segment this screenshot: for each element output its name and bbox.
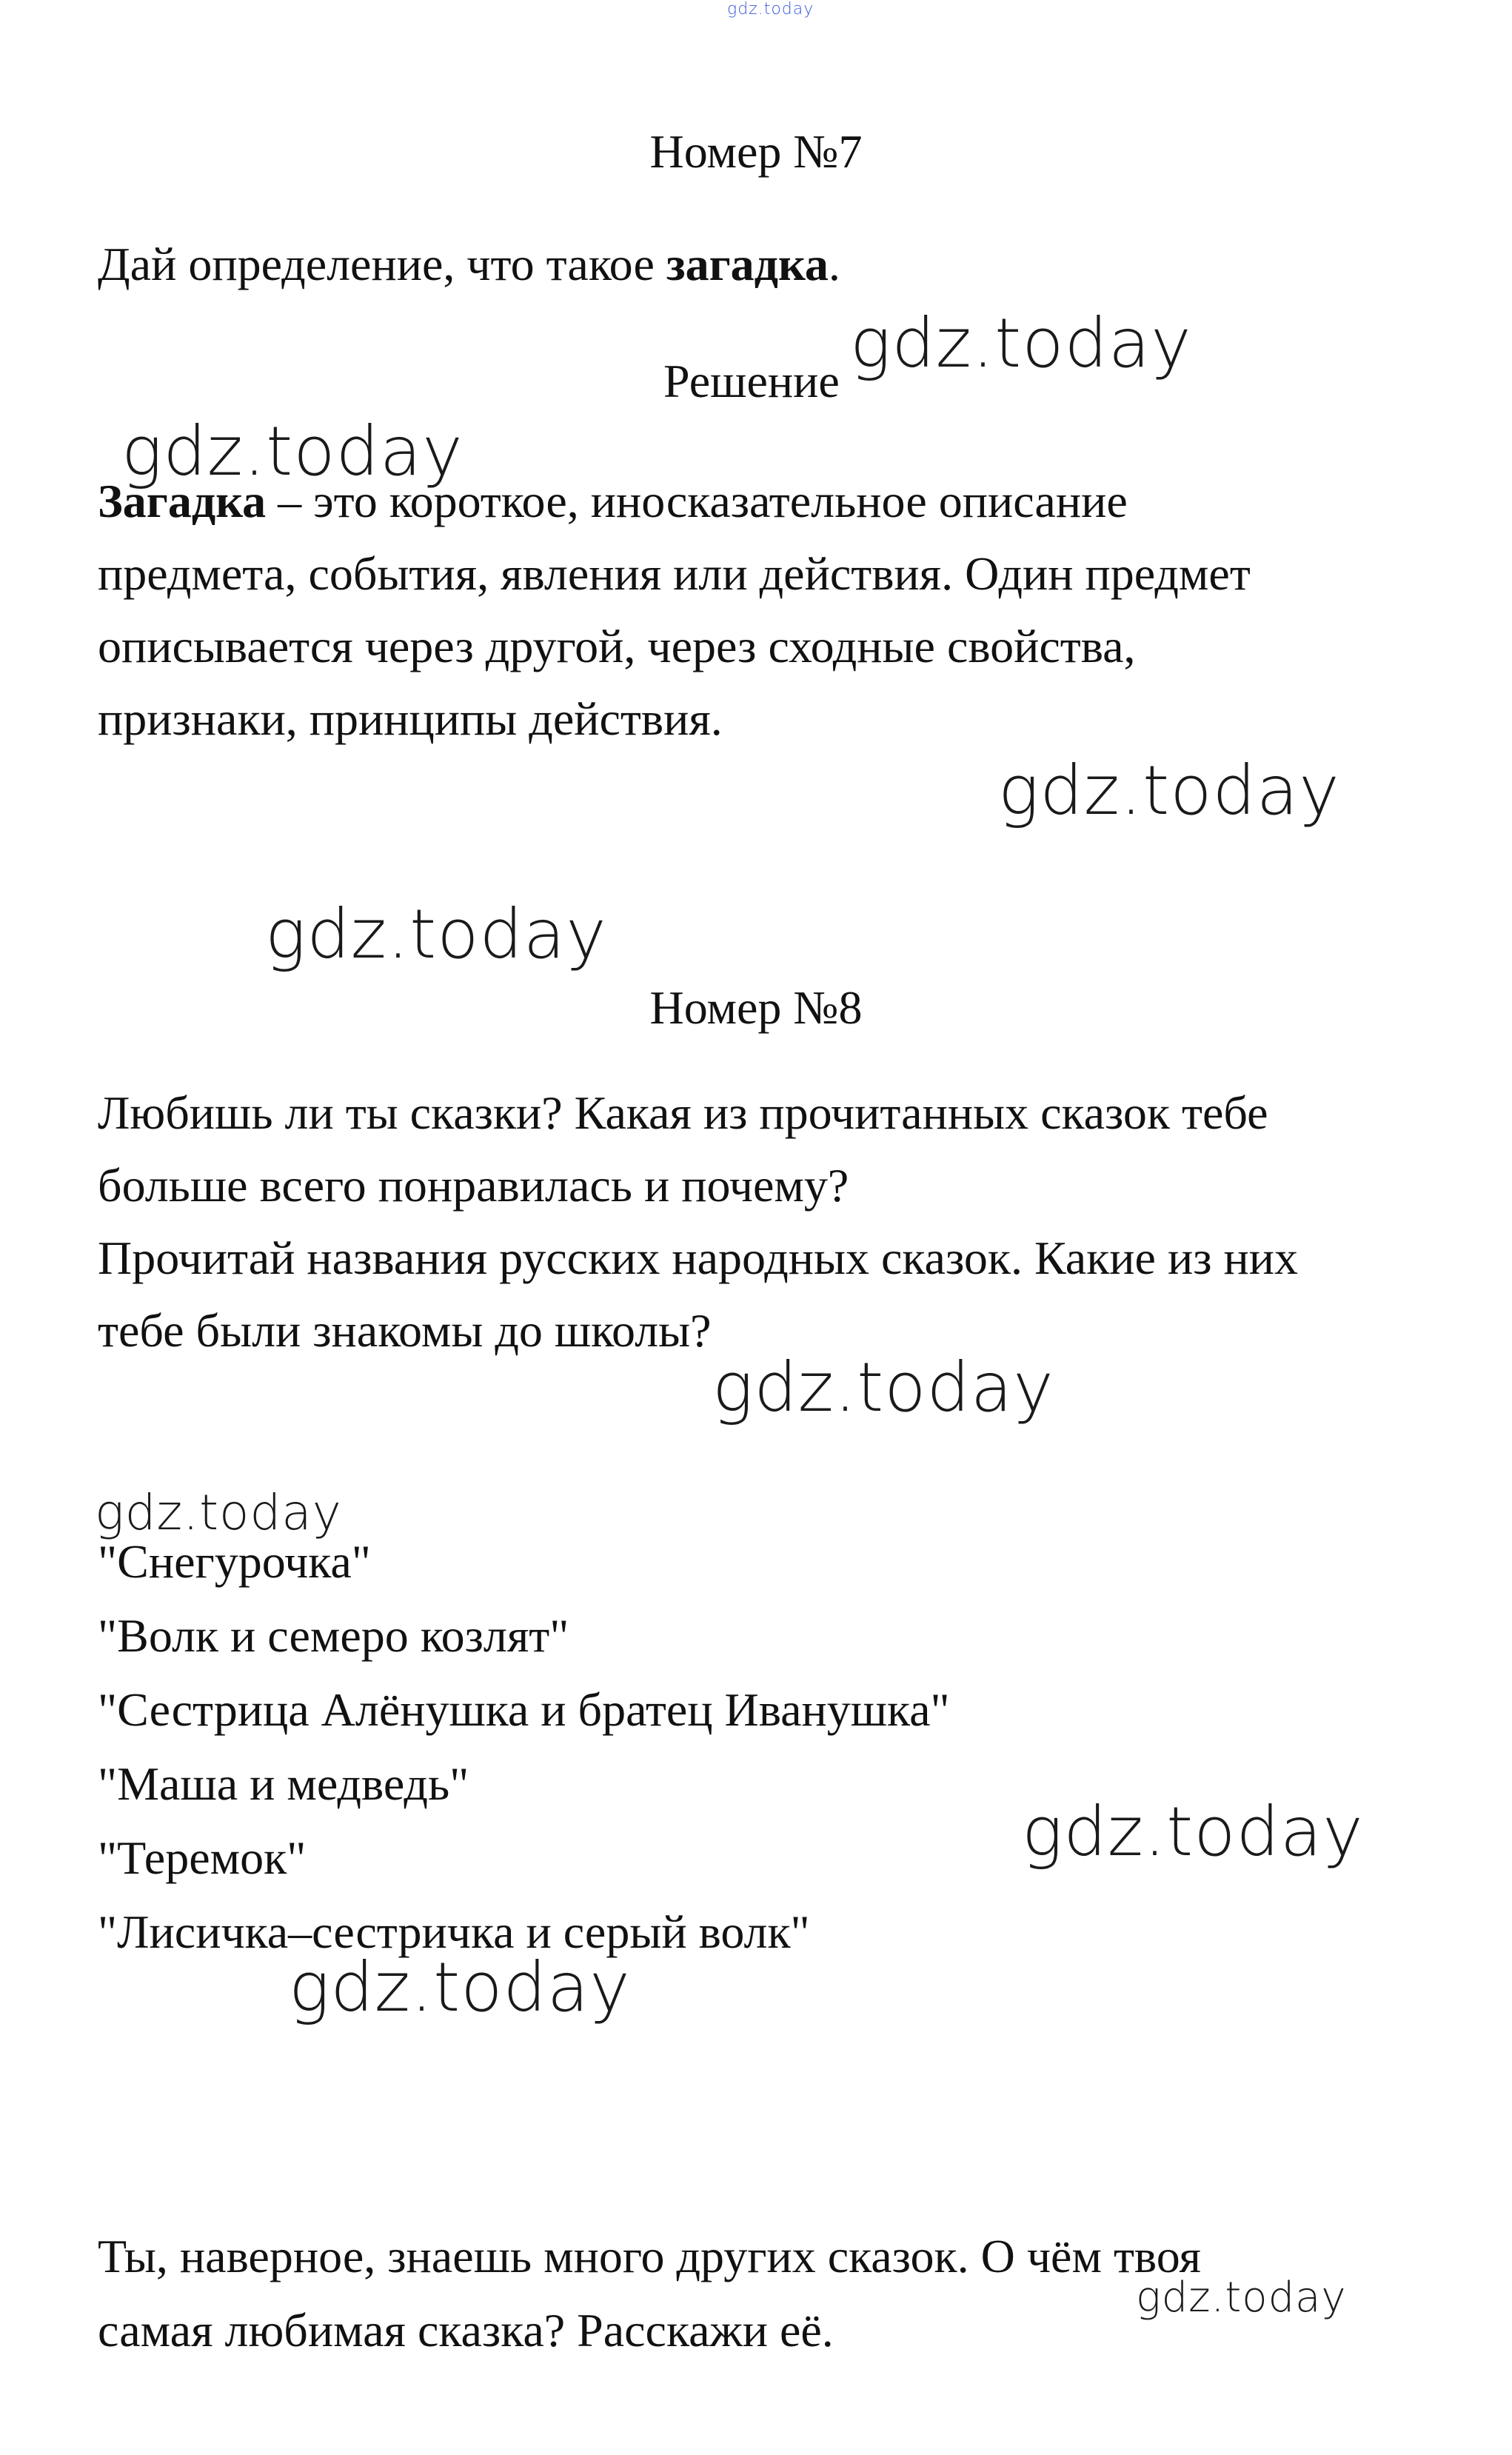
watermark: gdz.today <box>1022 1792 1364 1871</box>
watermark: gdz.today <box>121 412 464 491</box>
task8-question-line-3: Прочитай названия русских народных сказок. Какие из них <box>98 1232 1298 1284</box>
tale-item: "Лисичка–сестричка и серый волк" <box>98 1905 810 1958</box>
closing-line-2: самая любимая сказка? Расскажи её. <box>98 2304 834 2357</box>
tale-item: "Волк и семеро козлят" <box>98 1609 569 1662</box>
watermark: gdz.today <box>850 304 1192 383</box>
task7-answer-line-4: признаки, принципы действия. <box>98 692 723 745</box>
watermark: gdz.today <box>998 751 1340 830</box>
task7-question <box>98 237 840 292</box>
task7-answer-term: Загадка <box>98 475 267 527</box>
task8-question-line-1: Любишь ли ты сказки? Какая из прочитанных сказок тебе <box>98 1086 1268 1139</box>
task7-question-term: загадка <box>666 238 829 290</box>
watermark: gdz.today <box>95 1484 342 1541</box>
tale-item: "Теремок" <box>98 1831 307 1884</box>
watermark: gdz.today <box>1136 2274 1347 2322</box>
task7-question-prefix: Дай определение, что такое <box>98 238 666 290</box>
task7-answer-line-3: описывается через другой, через сходные свойства, <box>98 620 1136 672</box>
task7-answer-line-1-rest: – это короткое, иносказательное описание <box>266 475 1128 527</box>
solution-label: Решение <box>663 355 840 407</box>
tale-item: "Сестрица Алёнушка и братец Иванушка" <box>98 1683 950 1736</box>
task8-question-line-4: тебе были знакомы до школы? <box>98 1304 712 1357</box>
tale-item: "Снегурочка" <box>98 1535 371 1588</box>
watermark: gdz.today <box>289 1948 631 2027</box>
task7-answer-line-2: предмета, события, явления или действия. Один предмет <box>98 547 1251 600</box>
tale-item: "Маша и медведь" <box>98 1757 469 1810</box>
watermark: gdz.today <box>265 895 607 974</box>
watermark: gdz.today <box>712 1348 1054 1427</box>
top-watermark: gdz.today <box>727 0 814 19</box>
task8-heading: Номер №8 <box>649 981 863 1034</box>
closing-line-1: Ты, наверное, знаешь много других сказок. О чём твоя <box>98 2230 1201 2282</box>
task7-heading: Номер №7 <box>649 125 863 178</box>
task7-question-suffix: . <box>828 238 840 290</box>
task8-question-line-2: больше всего понравилась и почему? <box>98 1159 849 1212</box>
